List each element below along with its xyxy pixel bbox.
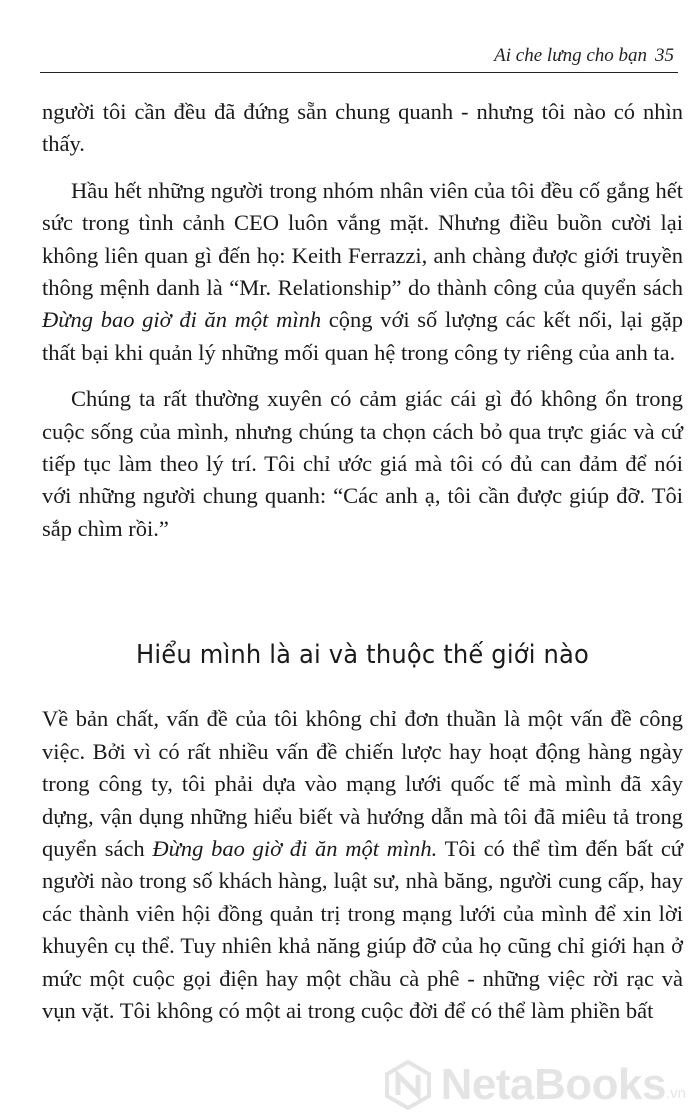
watermark-tld: .vn [665, 1085, 686, 1102]
watermark-brand: NetaBooks [440, 1060, 666, 1109]
book-title: Ai che lưng cho bạn [494, 45, 647, 66]
paragraph-3: Chúng ta rất thường xuyên có cảm giác cái gì đó không ổn trong cuộc sống của mình, nhưng chúng ta chọn cách bỏ qua trực giác và cứ tiếp tục làm theo lý trí. Tôi chỉ ước giá mà tôi có đủ can đảm để nói với những người chung quanh: “Các anh ạ, tôi cần được giúp đỡ. Tôi sắp chìm rồi.” [42, 386, 683, 541]
paragraph-2 [42, 175, 683, 369]
paragraph-4-text-b: Tôi có thể tìm đến bất cứ người nào trong số khách hàng, luật sư, nhà băng, người cung cấp, hay các thành viên hội đồng quản trị trong mạng lưới của mình để xin lời khuyên cụ thể. Tuy nhiên khả năng giúp đỡ của họ cũng chỉ giới hạn ở mức một cuộc gọi điện hay một chầu cà phê - những việc rời rạc và vụn vặt. Tôi không có một ai trong cuộc đời để có thể làm phiền bất [42, 835, 684, 1023]
book-title-italic-2: Đừng bao giờ đi ăn một mình. [152, 835, 438, 861]
running-header-text [494, 45, 674, 67]
page-number: 35 [655, 45, 674, 66]
paragraph-2-text-a: Hầu hết những người trong nhóm nhân viên của tôi đều cố gắng hết sức trong tình cảnh CEO luôn vắng mặt. Nhưng điều buồn cười lại không liên quan gì đến họ: Keith Ferrazzi, anh chàng được giới truyền thông mệnh danh là “Mr. Relationship” do thành công của quyển sách [42, 177, 683, 301]
paragraph-4 [42, 703, 683, 1027]
paragraph-2-text-b: cộng với số lượng các kết nối, lại gặp thất bại khi quản lý những mối quan hệ trong công ty riêng của anh ta. [42, 307, 683, 365]
running-header [40, 42, 678, 73]
watermark [383, 1060, 686, 1110]
paragraph-continued: người tôi cần đều đã đứng sẵn chung quanh - nhưng tôi nào có nhìn thấy. [42, 99, 683, 157]
section-heading: Hiểu mình là ai và thuộc thế giới nào [135, 640, 589, 671]
paragraph-4-text-a: Về bản chất, vấn đề của tôi không chỉ đơn thuần là một vấn đề công việc. Bởi vì có rất nhiều vấn đề chiến lược hay hoạt động hàng ngày trong công ty, tôi phải dựa vào mạng lưới quốc tế mà mình đã xây dựng, vận dụng những hiểu biết và hướng dẫn mà tôi đã miêu tả trong quyển sách [42, 706, 683, 861]
book-title-italic: Đừng bao giờ đi ăn một mình [42, 307, 322, 333]
netabooks-logo-icon [383, 1060, 433, 1110]
page-body [42, 96, 683, 1041]
